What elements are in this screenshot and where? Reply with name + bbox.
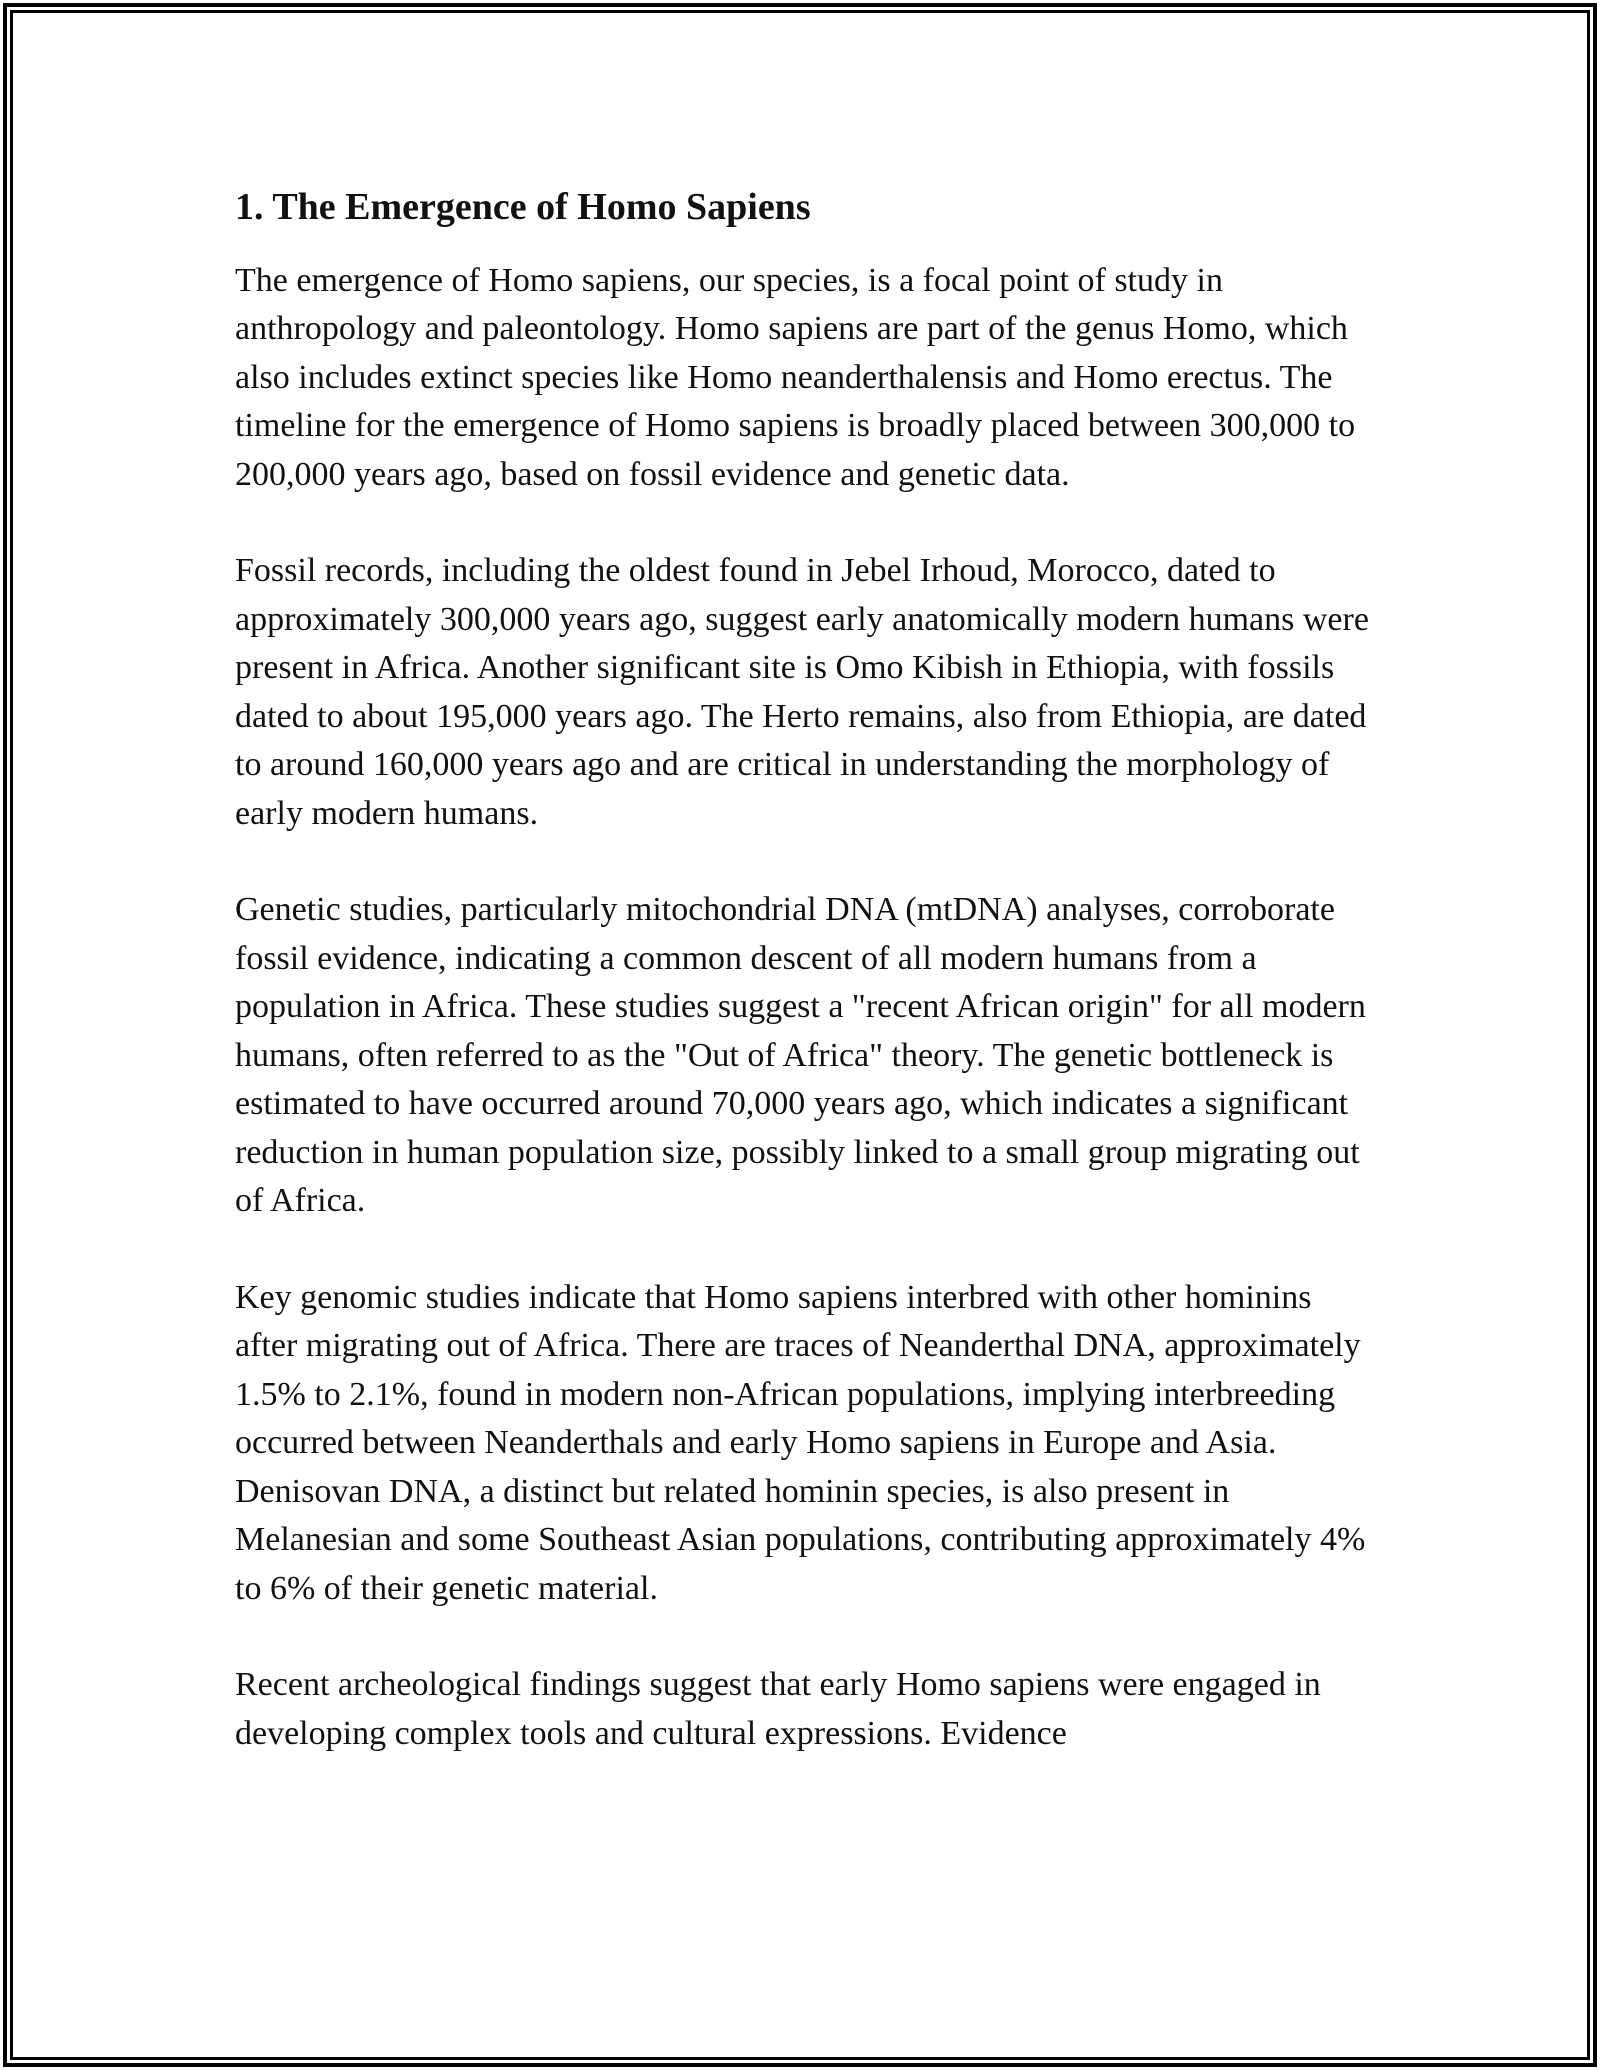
document-body [235, 185, 1370, 1806]
section-heading: 1. The Emergence of Homo Sapiens [235, 186, 811, 228]
paragraph-genomic-interbreeding: Key genomic studies indicate that Homo sapiens interbred with other hominins after migrating out of Africa. There are traces of Neanderthal DNA, approximately 1.5% to 2.1%, found in modern non-African populations, implying interbreeding occurred between Neanderthals and early Homo sapiens in Europe and Asia. Denisovan DNA, a distinct but related hominin species, is also present in Melanesian and some Southeast Asian populations, contributing approximately 4% to 6% of their genetic material. [235, 1278, 1366, 1607]
paragraph-emergence-timeline: The emergence of Homo sapiens, our species, is a focal point of study in anthropology and paleontology. Homo sapiens are part of the genus Homo, which also includes extinct species like Homo neanderthalensis and Homo erectus. The timeline for the emergence of Homo sapiens is broadly placed between 300,000 to 200,000 years ago, based on fossil evidence and genetic data. [235, 261, 1356, 493]
paragraph-fossil-records: Fossil records, including the oldest found in Jebel Irhoud, Morocco, dated to approximately 300,000 years ago, suggest early anatomically modern humans were present in Africa. Another significant site is Omo Kibish in Ethiopia, with fossils dated to about 195,000 years ago. The Herto remains, also from Ethiopia, are dated to around 160,000 years ago and are critical in understanding the morphology of early modern humans. [235, 552, 1369, 832]
paragraph-archeological-findings: Recent archeological findings suggest that early Homo sapiens were engaged in developing complex tools and cultural expressions. Evidence [235, 1666, 1321, 1752]
paragraph-genetic-studies: Genetic studies, particularly mitochondrial DNA (mtDNA) analyses, corroborate fossil evidence, indicating a common descent of all modern humans from a population in Africa. These studies suggest a "recent African origin" for all modern humans, often referred to as the "Out of Africa" theory. The genetic bottleneck is estimated to have occurred around 70,000 years ago, which indicates a significant reduction in human population size, possibly linked to a small group migrating out of Africa. [235, 891, 1366, 1220]
